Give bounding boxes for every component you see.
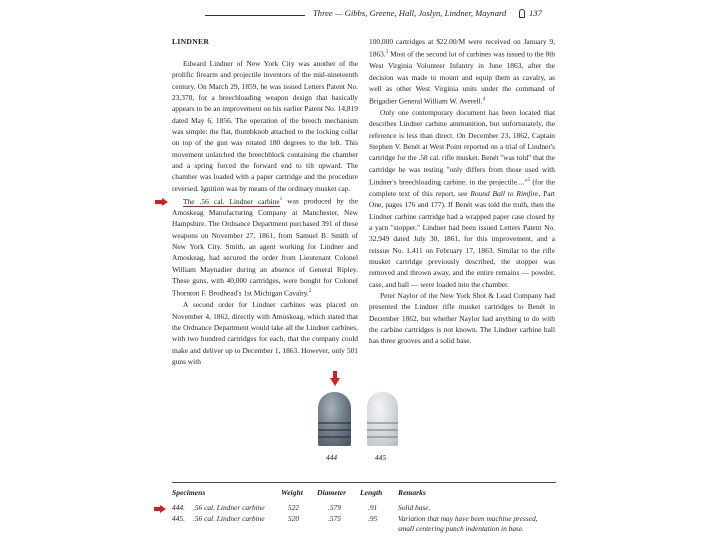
paragraph-intro: Edward Lindner of New York City was another of the prolific firearm and projectile inventors of the mid-nineteenth century. On March 29, 1859, he was issued Letters Patent No. 23,378, for a breechloading weapon design that basically appears to be an improvement on his earlier Patent No. 14,819 dated May 6, 1856. The operation of the breech mechanism was simple: the flat, thumbknob attached to the locking collar on top of the gun was rotated 180 degrees to the left. This movement unlatched the breechblock containing the chamber and a spring forced the forward end to tilt upward. The chamber was loaded with a paper cartridge and the procedure reversed. Ignition was by means of the ordinary musket cap. xyxy=(172,59,358,193)
running-header xyxy=(205,8,550,22)
highlight-arrow-icon xyxy=(151,196,171,207)
table-row-444-name: .56 cal. Lindner carbine xyxy=(193,503,265,512)
table-row-444-length: .91 xyxy=(368,503,378,512)
table-row-445-weight: 520 xyxy=(288,514,300,523)
table-row-444-diameter: .579 xyxy=(328,503,341,512)
paragraph-document-text: Only one contemporary document has been located that describes Lindner carbine ammunition, but unfortunately, the reference is less than direct. On December 23, 1862, Captain Stephen V. Benét at West Point reported on a trial of Lindner's cartridge for the .58 cal. rifle musket. Benét "was told" that the cartridge he was testing "only differs from those used with Lindner's breechloading carbine, in the projectile...." xyxy=(369,108,555,187)
page-number: 137 xyxy=(529,8,542,18)
down-arrow-icon xyxy=(330,371,340,386)
paragraph-document-mid: (for the complete text of this report, see xyxy=(369,177,555,198)
paragraph-production xyxy=(172,194,358,299)
chapter-title: Three — Gibbs, Greene, Hall, Joslyn, Lindner, Maynard xyxy=(313,8,507,18)
right-column xyxy=(369,36,555,347)
footnote-ref: 3 xyxy=(385,50,389,56)
footnote-ref: 2 xyxy=(308,289,312,295)
table-row-445-id: 445. xyxy=(172,514,185,523)
column-header-specimens: Specimens xyxy=(172,488,206,497)
highlight-arrow-icon xyxy=(160,505,166,513)
table-row-445-remarks: Variation that may have been machine pressed, xyxy=(398,514,538,523)
section-title: LINDNER xyxy=(172,37,210,46)
column-header-weight: Weight xyxy=(281,488,303,497)
table-row-445-remarks-cont: small centering punch indentation in base. xyxy=(398,524,525,533)
paragraph-naylor: Peter Naylor of the New York Shot & Lead Company had presented the Lindner rifle musket cartridges to Benét in December 1862, but whether Naylor had anything to do with the carbine cartridges is not known. The Lindner carbine ball has three grooves and a solid base. xyxy=(369,290,555,346)
paragraph-document xyxy=(369,107,555,290)
paragraph-production-text: was produced by the Amoskeag Manufacturing Company at Manchester, New Hampshire. The Ordnance Department purchased 391 of these weapons on November 27, 1861, from Samuel B. Smith of New York City. Smith, an agent working for Lindner and Amoskeag, had secured the order from Lieutenant Colonel William Maynadier during an absence of General Ripley. These guns, with 40,000 cartridges, were bought for Colonel Thornton F. Brodhead's 1st Michigan Cavalry. xyxy=(172,196,358,298)
table-row-445-length: .95 xyxy=(368,514,378,523)
footnote-ref: 4 xyxy=(482,97,486,103)
column-header-length: Length xyxy=(360,488,383,497)
footnote-ref: 5 xyxy=(527,178,530,184)
paragraph-cartridges-text: 100,000 cartridges at $22.00/M were received on January 9, 1863. xyxy=(369,37,555,59)
table-row-445-diameter: .575 xyxy=(328,514,341,523)
figure-caption-445: 445 xyxy=(375,453,387,462)
column-header-remarks: Remarks xyxy=(398,488,426,497)
paragraph-second-order: A second order for Lindner carbines was placed on November 4, 1862, directly with Amoskeag, which stated that the Ordnance Department would take all the Lindner carbines, with two hundred cartridges for each, that the company could make and deliver up to December 1, 1863. However, only 501 guns with xyxy=(172,300,358,366)
bullet-icon xyxy=(519,9,525,18)
bullet-image-445 xyxy=(367,392,398,446)
paragraph-cartridges-rest: Most of the second lot of carbines was issued to the 8th West Virginia Volunteer Infantry in June 1863, after the decision was made to mount and equip them as cavalry, as well as other West Virginia units under the command of Brigadier General William W. Averell. xyxy=(369,49,555,106)
book-title-reference: Round Ball to Rimfire xyxy=(470,188,539,198)
underlined-phrase: The .56 cal. Lindner carbine xyxy=(183,196,280,206)
bullet-image-444 xyxy=(318,392,351,446)
table-row-444-id: 444. xyxy=(172,503,185,512)
table-row-444-remarks: Solid base. xyxy=(398,503,431,512)
paragraph-cartridges xyxy=(369,36,555,107)
paragraph-document-rest: , Part One, pages 176 and 177). If Benét was told the truth, then the Lindner carbine cartridge had a wrapped paper case closed by a yarn "stopper." Lindner had been issued Letters Patent No. 32,949 dated July 30, 1861, for this improvement, and a reissue No. 1,411 on February 17, 1863. Similar to the rifle musket cartridge previously described, the stopper was removed and thrown away, and the entire remains — powder, case, and ball — were loaded into the chamber. xyxy=(369,188,555,289)
table-row-445-name: .56 cal. Lindner carbine xyxy=(193,514,265,523)
left-column xyxy=(172,36,358,367)
footnote-ref: 1 xyxy=(279,197,283,203)
column-header-diameter: Diameter xyxy=(317,488,347,497)
table-rule xyxy=(172,482,556,483)
table-row-444-weight: 522 xyxy=(288,503,300,512)
figure-caption-444: 444 xyxy=(326,453,338,462)
header-rule xyxy=(205,15,305,16)
